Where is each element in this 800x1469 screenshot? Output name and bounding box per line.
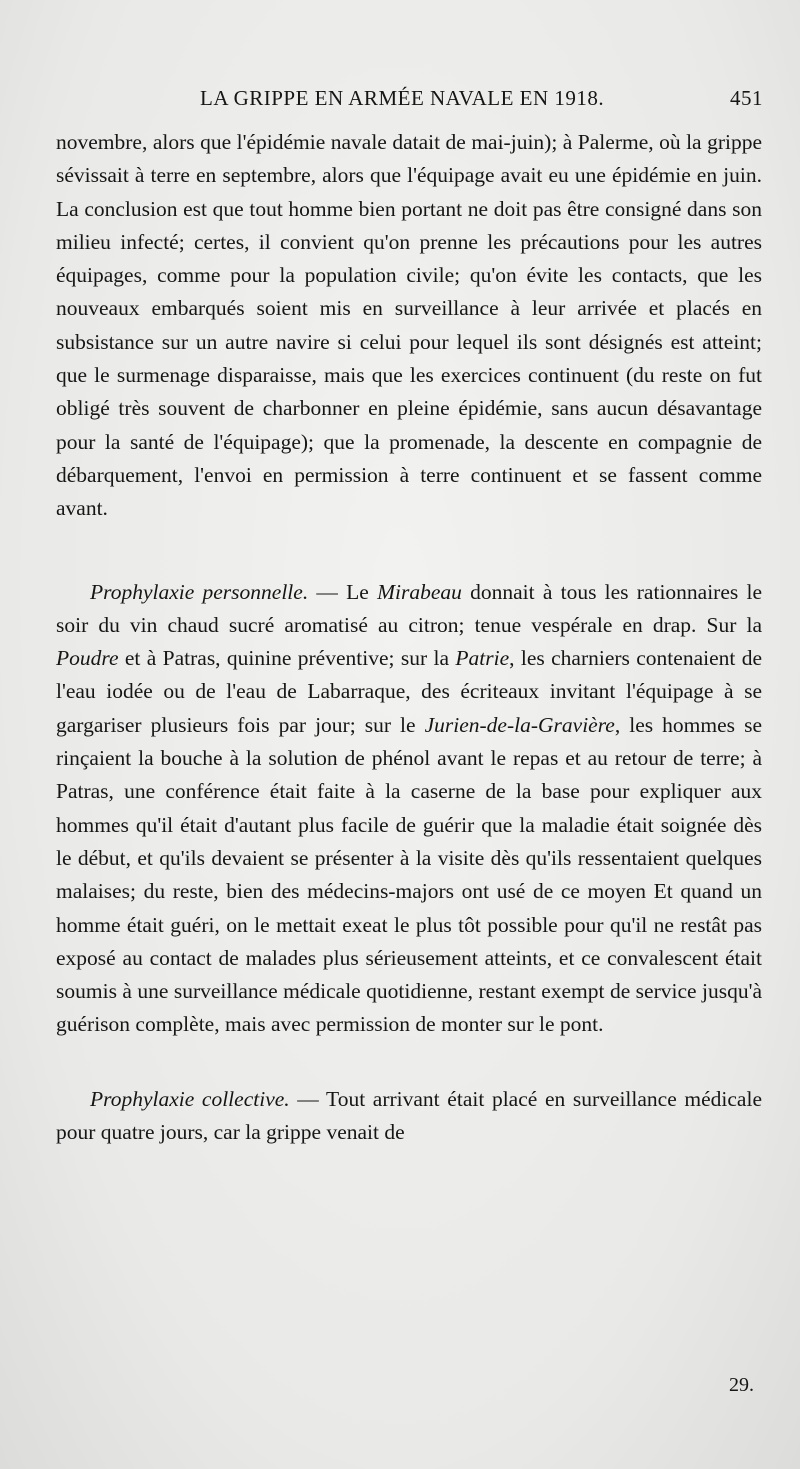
ship-name: Jurien-de-la-Gravière — [424, 712, 615, 737]
section-heading-personnelle: Prophylaxie personnelle. — [90, 579, 309, 604]
page-number: 451 — [730, 86, 763, 110]
paragraph-prophylaxie-personnelle: Prophylaxie personnelle. — Le Mirabeau donnait à tous les rationnaires le soir du vin chaud sucré aromatisé au citron; tenue vespérale en drap. Sur la Poudre et à Patras, quinine préventive; sur la Patrie, les charniers contenaient de l'eau iodée ou de l'eau de Labarraque, des écriteaux invitant l'équipage à se gargariser plusieurs fois par jour; sur le Jurien-de-la-Gravière, les hommes se rinçaient la bouche à la solution de phénol avant le repas et au retour de terre; à Patras, une conférence était faite à la caserne de la base pour expliquer aux hommes qu'il était d'autant plus facile de guérir que la maladie était soignée dès le début, et qu'ils devaient se présenter à la visite dès qu'ils ressentaient quelques malaises; du reste, bien des médecins-majors ont usé de ce moyen Et quand un homme était guéri, on le mettait exeat le plus tôt possible pour qu'il ne restât pas exposé au contact de malades plus sérieusement atteints, et ce convalescent était soumis à une surveillance médicale quotidienne, restant exempt de service jusqu'à guérison complète, mais avec permission de monter sur le pont. — [56, 579, 763, 1037]
body-text — [56, 126, 762, 1149]
running-title: LA GRIPPE EN ARMÉE NAVALE EN 1918. — [200, 86, 605, 110]
paragraph-prophylaxie-collective: Prophylaxie collective. — Tout arrivant était placé en surveillance médicale pour quatre jours, car la grippe venait de — [56, 1086, 762, 1145]
signature-mark: 29. — [729, 1374, 754, 1396]
ship-name: Patrie — [455, 646, 510, 671]
running-header — [60, 86, 763, 116]
paragraph-conclusion: novembre, alors que l'épidémie navale datait de mai-juin); à Palerme, où la grippe sévissait à terre en septembre, alors que l'équipage avait eu une épidémie en juin. La conclusion est que tout homme bien portant ne doit pas être consigné dans son milieu infecté; certes, il convient qu'on prenne les précautions pour les autres équipages, comme pour la population civile; qu'on évite les contacts, que les nouveaux embarqués soient mis en surveillance à leur arrivée et placés en subsistance sur un autre navire si celui pour lequel ils sont désignés est atteint; que le surmenage disparaisse, mais que les exercices continuent (du reste on fut obligé très souvent de charbonner en pleine épidémie, sans aucun désavantage pour la santé de l'équipage); que la promenade, la descente en compagnie de débarquement, l'envoi en permission à terre continuent et se fassent comme avant. — [56, 130, 762, 521]
ship-name: Mirabeau — [377, 579, 462, 604]
section-heading-collective: Prophylaxie collective. — [90, 1086, 290, 1111]
ship-name: Poudre — [56, 646, 119, 671]
